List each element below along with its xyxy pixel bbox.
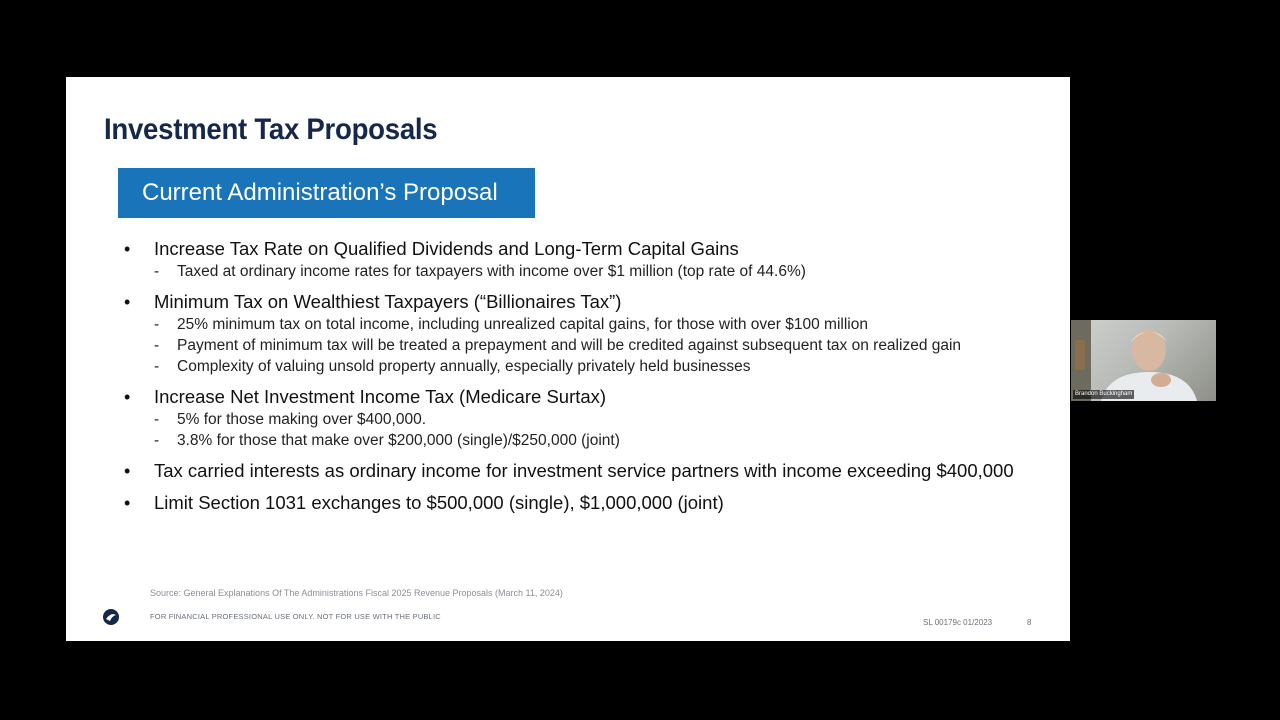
sub-bullet: [154, 314, 1044, 335]
bullet-marker: •: [124, 461, 131, 481]
presentation-slide: [66, 77, 1070, 641]
sub-marker: -: [154, 263, 160, 280]
bullet-text: Tax carried interests as ordinary income for investment service partners with income exceeding $400,000: [154, 460, 1014, 481]
participant-video-tile[interactable]: [1071, 320, 1216, 401]
document-code: SL 00179c 01/2023: [923, 618, 993, 627]
slide-title: Investment Tax Proposals: [104, 113, 438, 146]
sub-bullet: [154, 409, 1044, 430]
sub-bullet-text: Complexity of valuing unsold property annually, especially privately held businesses: [177, 358, 751, 375]
sub-bullet: [154, 261, 1044, 282]
participant-silhouette-icon: [1071, 320, 1216, 401]
sub-marker: -: [154, 337, 160, 354]
bullet-item: [124, 290, 1044, 377]
bullet-item: [124, 385, 1044, 451]
sub-bullet: [154, 335, 1044, 356]
section-banner: Current Administration’s Proposal: [118, 168, 535, 218]
bullet-list: [124, 237, 1044, 523]
sub-marker: -: [154, 316, 160, 333]
page-number: 8: [1027, 618, 1032, 627]
sub-bullet: [154, 356, 1044, 377]
bullet-marker: •: [124, 493, 131, 513]
company-logo-icon: [102, 608, 120, 626]
source-note: Source: General Explanations Of The Administrations Fiscal 2025 Revenue Proposals (March 11, 2024): [150, 588, 563, 598]
sub-bullet-text: 3.8% for those that make over $200,000 (single)/$250,000 (joint): [177, 432, 620, 449]
sub-marker: -: [154, 411, 160, 428]
bullet-marker: •: [124, 239, 131, 259]
sub-bullet-text: Taxed at ordinary income rates for taxpayers with income over $1 million (top rate of 44.6%): [177, 263, 806, 280]
bullet-text: Limit Section 1031 exchanges to $500,000 (single), $1,000,000 (joint): [154, 492, 724, 513]
participant-name: Brandon Buckingham: [1075, 391, 1133, 397]
sub-bullet: [154, 430, 1044, 451]
disclaimer-text: FOR FINANCIAL PROFESSIONAL USE ONLY. NOT FOR USE WITH THE PUBLIC: [150, 612, 441, 621]
bullet-marker: •: [124, 292, 131, 312]
bullet-text: Minimum Tax on Wealthiest Taxpayers (“Billionaires Tax”): [154, 291, 622, 312]
sub-bullet-text: 25% minimum tax on total income, including unrealized capital gains, for those with over $100 million: [177, 316, 868, 333]
sub-bullet-text: 5% for those making over $400,000.: [177, 411, 427, 428]
bullet-text: Increase Tax Rate on Qualified Dividends and Long-Term Capital Gains: [154, 238, 739, 259]
sub-marker: -: [154, 432, 160, 449]
bullet-item: [124, 491, 1044, 515]
bullet-item: [124, 237, 1044, 282]
bullet-item: [124, 459, 1044, 483]
bullet-marker: •: [124, 387, 131, 407]
sub-bullet-text: Payment of minimum tax will be treated a prepayment and will be credited against subsequent tax on realized gain: [177, 337, 962, 354]
sub-marker: -: [154, 358, 160, 375]
bullet-text: Increase Net Investment Income Tax (Medicare Surtax): [154, 386, 607, 407]
